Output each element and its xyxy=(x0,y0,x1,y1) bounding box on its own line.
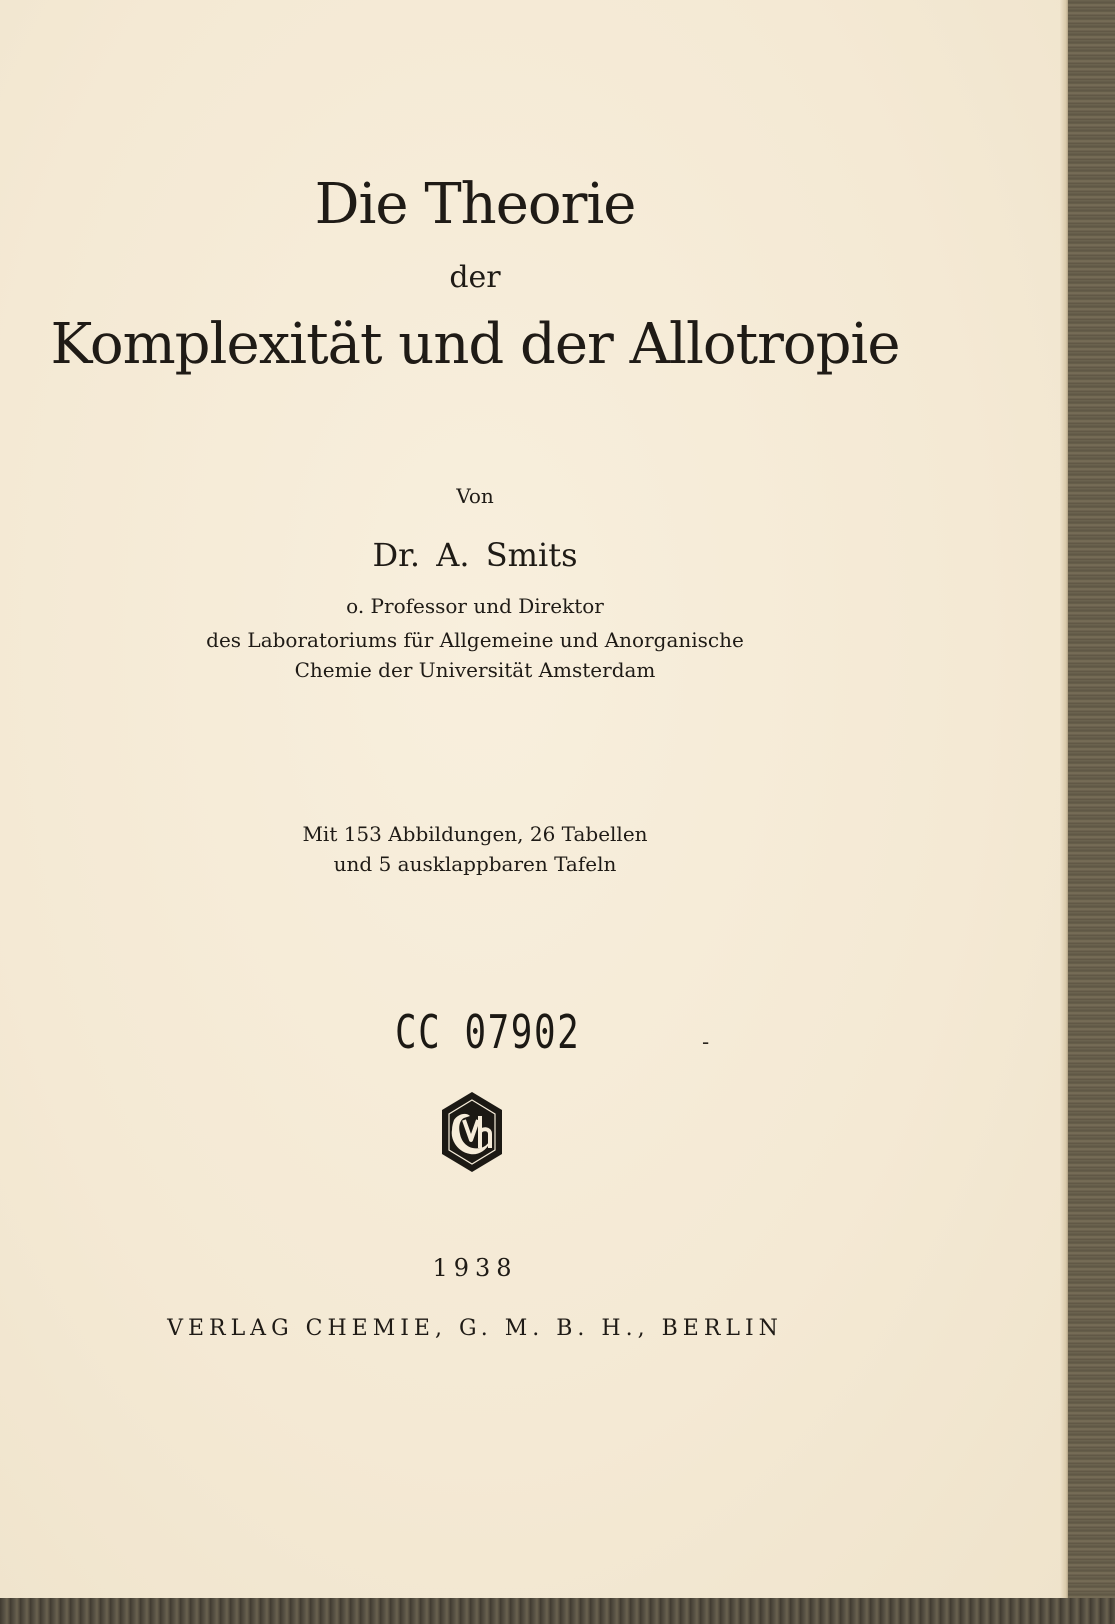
byline-von: Von xyxy=(456,484,494,508)
illustrations-note-line-2: und 5 ausklappbaren Tafeln xyxy=(333,852,617,876)
illustrations-note-line-1: Mit 153 Abbildungen, 26 Tabellen xyxy=(302,822,648,846)
book-title-line-3: Komplexität und der Allotropie xyxy=(50,312,900,377)
library-stamp-code: CC 07902 xyxy=(395,1005,581,1059)
author-affiliation-line-2: des Laboratoriums für Allgemeine und Anorganische xyxy=(206,628,744,652)
publisher-hexagon-logo-icon xyxy=(440,1090,504,1174)
author-affiliation-line-1: o. Professor und Direktor xyxy=(346,594,604,618)
author-affiliation-line-3: Chemie der Universität Amsterdam xyxy=(294,658,656,682)
book-binding-spine xyxy=(1068,0,1115,1624)
author-name: Dr. A. Smits xyxy=(372,536,578,574)
book-binding-bottom xyxy=(0,1598,1115,1624)
publisher-name: VERLAG CHEMIE, G. M. B. H., BERLIN xyxy=(167,1316,783,1341)
library-stamp-dash: - xyxy=(702,1030,710,1054)
publication-year: 1938 xyxy=(432,1254,518,1282)
book-title-line-1: Die Theorie xyxy=(314,172,636,237)
book-title-line-2: der xyxy=(449,260,501,295)
